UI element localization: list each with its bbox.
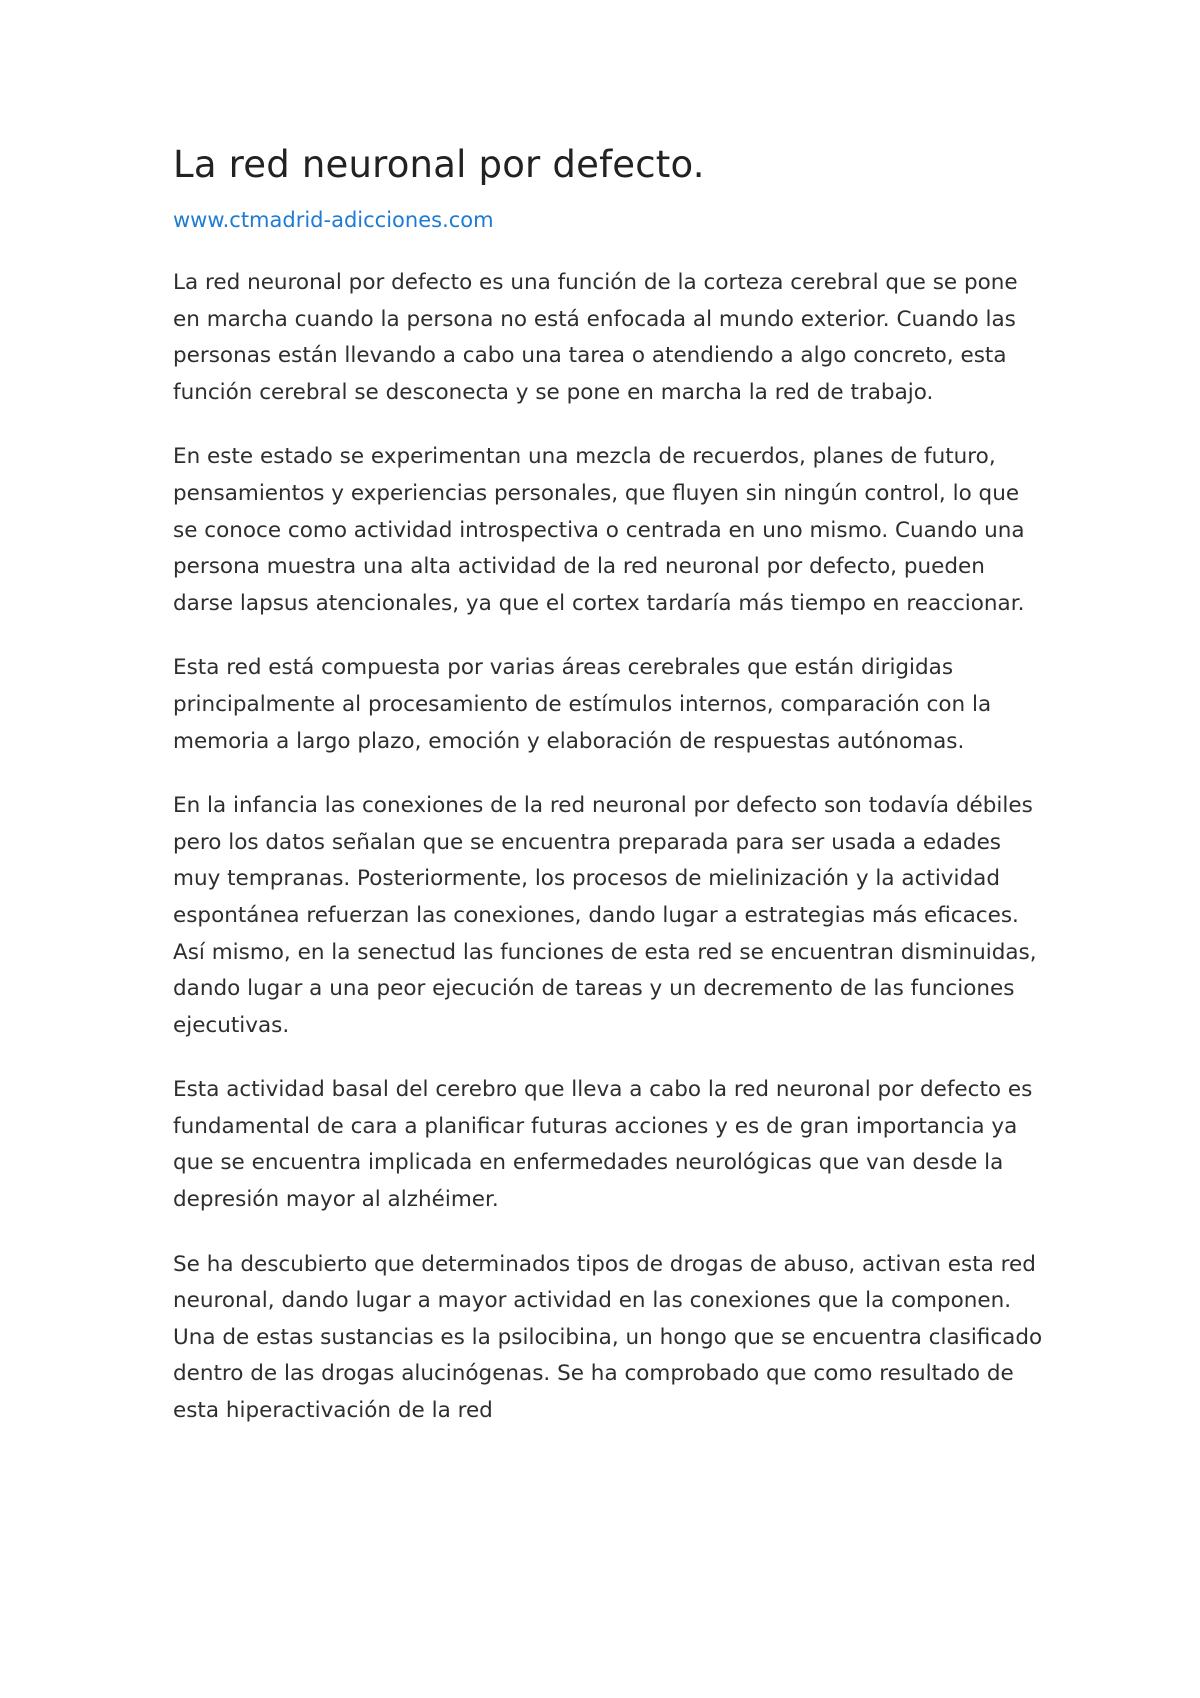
paragraph: En este estado se experimentan una mezcla de recuerdos, planes de futuro, pensamientos y experiencias personales, que fluyen sin ningún control, lo que se conoce como actividad introspectiva o centrada en uno mismo. Cuando una persona muestra una alta actividad de la red neuronal por defecto, pueden darse lapsus atencionales, ya que el cortex tardaría más tiempo en reaccionar. bbox=[173, 444, 1025, 616]
paragraph: Se ha descubierto que determinados tipos de drogas de abuso, activan esta red neuronal, dando lugar a mayor actividad en las conexiones que la componen. Una de estas sustancias es la psilocibina, un hongo que se encuentra clasificado dentro de las drogas alucinógenas. Se ha comprobado que como resultado de esta hiperactivación de la red bbox=[173, 1251, 1043, 1424]
document-title: La red neuronal por defecto. bbox=[173, 143, 705, 186]
paragraph: Esta red está compuesta por varias áreas cerebrales que están dirigidas principalmente al procesamiento de estímulos internos, comparación con la memoria a largo plazo, emoción y elaboración de respuestas autónomas. bbox=[173, 655, 992, 754]
paragraph: En la infancia las conexiones de la red neuronal por defecto son todavía débiles pero los datos señalan que se encuentra preparada para ser usada a edades muy tempranas. Posteriormente, los procesos de mielinización y la actividad espontánea refuerzan las conexiones, dando lugar a estrategias más eficaces. Así mismo, en la senectud las funciones de esta red se encuentran disminuidas, dando lugar a una peor ejecución de tareas y un decremento de las funciones ejecutivas. bbox=[173, 793, 1037, 1038]
document-page bbox=[173, 140, 1043, 1458]
source-link[interactable]: www.ctmadrid-adicciones.com bbox=[173, 208, 494, 232]
document-body bbox=[173, 265, 1043, 1430]
paragraph: Esta actividad basal del cerebro que lleva a cabo la red neuronal por defecto es fundamental de cara a planificar futuras acciones y es de gran importancia ya que se encuentra implicada en enfermedades neurológicas que van desde la depresión mayor al alzhéimer. bbox=[173, 1077, 1033, 1213]
paragraph: La red neuronal por defecto es una función de la corteza cerebral que se pone en marcha cuando la persona no está enfocada al mundo exterior. Cuando las personas están llevando a cabo una tarea o atendiendo a algo concreto, esta función cerebral se desconecta y se pone en marcha la red de trabajo. bbox=[173, 270, 1018, 405]
